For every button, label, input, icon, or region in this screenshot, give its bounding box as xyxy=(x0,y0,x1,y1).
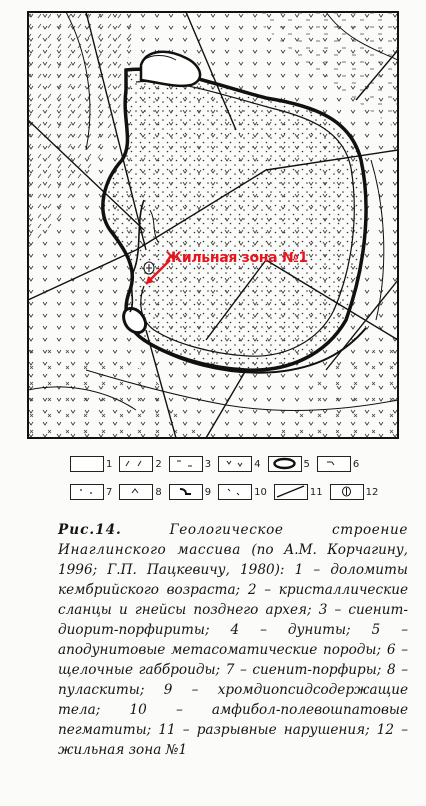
legend-number: 11 xyxy=(309,486,323,498)
legend-swatch-apodunite xyxy=(268,456,302,472)
legend-number: 5 xyxy=(303,458,310,470)
legend-swatch-dolomite xyxy=(70,456,104,472)
legend-item-12 xyxy=(330,484,379,500)
legend-item-1 xyxy=(70,456,112,472)
legend-number: 10 xyxy=(254,486,267,498)
figure-title: Геологическое строение Инаглинского массива xyxy=(58,522,408,558)
legend-number: 9 xyxy=(204,486,212,498)
legend-swatch-syenite-diorite xyxy=(169,456,203,472)
legend-swatch-alkaline-gabbroid xyxy=(317,456,351,472)
legend-swatch-pulaskite xyxy=(119,484,153,500)
legend-item-7 xyxy=(70,484,112,500)
legend-number: 12 xyxy=(365,486,379,498)
legend-swatch-chromdiopside xyxy=(169,484,203,500)
geologic-map xyxy=(26,10,400,442)
legend-swatch-syenite-porphyry xyxy=(70,484,104,500)
legend-swatch-fault xyxy=(274,484,308,500)
legend-swatch-dunite xyxy=(218,456,252,472)
legend-number: 2 xyxy=(155,458,162,470)
figure-label: Рис.14. xyxy=(58,522,122,538)
vein-zone-annotation: Жильная зона №1 xyxy=(165,250,308,266)
legend-number: 4 xyxy=(254,458,261,470)
legend-swatch-vein-zone xyxy=(330,484,364,500)
legend-row-2 xyxy=(70,482,385,502)
legend-row-1 xyxy=(70,454,366,474)
legend-number: 7 xyxy=(106,486,113,498)
geologic-map-drawing xyxy=(26,10,400,442)
legend-item-8 xyxy=(119,484,161,500)
map-legend xyxy=(70,452,379,508)
legend-item-4 xyxy=(218,456,260,472)
legend-swatch-pegmatite xyxy=(218,484,252,500)
legend-item-9 xyxy=(169,484,211,500)
legend-item-2 xyxy=(119,456,161,472)
legend-number: 1 xyxy=(106,458,113,470)
legend-item-6 xyxy=(317,456,359,472)
legend-swatch-schist xyxy=(119,456,153,472)
legend-item-10 xyxy=(218,484,267,500)
legend-item-3 xyxy=(169,456,211,472)
legend-number: 6 xyxy=(352,458,360,470)
figure-legend-entries: 1 – доломиты кембрийского возраста; 2 – кристаллические сланцы и гнейсы позднего архея; 3 – сиенит-диорит-порфириты; 4 – дуниты; 5 – аподунитовые метасоматические породы; 6 – щелочные габброиды; 7 – сиенит-порфиры; 8 – пуласкиты; 9 – хромдиопсидсодержащие тела; 10 – амфибол-полевошпатовые пегматиты; 11 – разрывные нарушения; 12 – жильная зона №1 xyxy=(58,562,408,758)
legend-number: 3 xyxy=(204,458,212,470)
figure-source: (по А.М. Корчагину, 1996; Г.П. Пацкевичу, 1980): xyxy=(58,542,409,578)
figure-caption xyxy=(58,520,408,760)
legend-item-11 xyxy=(274,484,323,500)
legend-item-5 xyxy=(268,456,310,472)
vein-zone-marker xyxy=(144,262,154,274)
legend-number: 8 xyxy=(155,486,162,498)
